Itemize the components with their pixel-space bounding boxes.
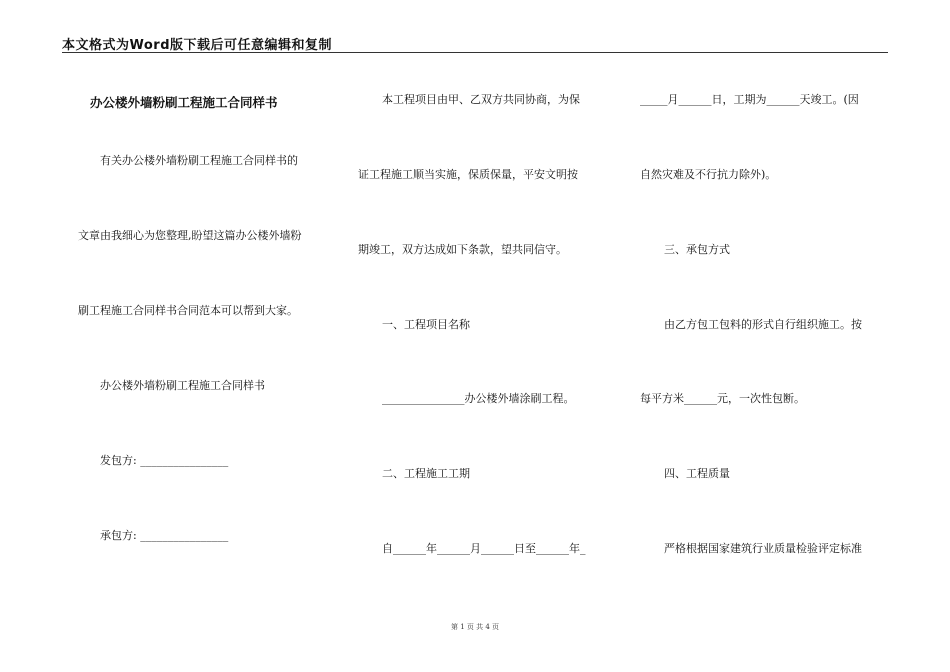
paragraph-line: 每平方米______元，一次性包断。: [640, 392, 805, 405]
section-heading: 二、工程施工工期: [382, 467, 470, 480]
document-header-title: 本文格式为Word版下载后可任意编辑和复制: [62, 38, 333, 53]
section-heading: 一、工程项目名称: [382, 318, 470, 331]
paragraph-line: 刷工程施工合同样书合同范本可以帮到大家。: [78, 304, 298, 317]
paragraph-line: _______________办公楼外墙涂刷工程。: [382, 392, 575, 405]
paragraph-line: 本工程项目由甲、乙双方共同协商，为保: [382, 93, 580, 106]
document-title: 办公楼外墙粉刷工程施工合同样书: [90, 95, 278, 110]
paragraph-line: 自______年______月______日至______年_: [382, 542, 586, 555]
paragraph-line: 自然灾难及不行抗力除外)。: [640, 168, 777, 181]
paragraph-line: _____月______日，工期为______天竣工。(因: [640, 93, 859, 106]
section-heading: 四、工程质量: [664, 467, 730, 480]
paragraph-line: 有关办公楼外墙粉刷工程施工合同样书的: [100, 154, 298, 167]
paragraph-line: 期竣工，双方达成如下条款，望共同信守。: [358, 243, 567, 256]
paragraph-line: 严格根据国家建筑行业质量检验评定标准: [664, 542, 862, 555]
page-number: 第 1 页 共 4 页: [450, 623, 500, 631]
contractor-field: 承包方: ________________: [100, 529, 229, 542]
employer-field: 发包方: ________________: [100, 454, 229, 467]
header-divider: [62, 52, 888, 53]
paragraph-line: 由乙方包工包料的形式自行组织施工。按: [664, 318, 862, 331]
section-heading: 三、承包方式: [664, 243, 730, 256]
paragraph-line: 文章由我细心为您整理,盼望这篇办公楼外墙粉: [78, 229, 302, 242]
paragraph-line: 证工程施工顺当实施，保质保量，平安文明按: [358, 168, 578, 181]
paragraph-line: 办公楼外墙粉刷工程施工合同样书: [100, 379, 265, 392]
